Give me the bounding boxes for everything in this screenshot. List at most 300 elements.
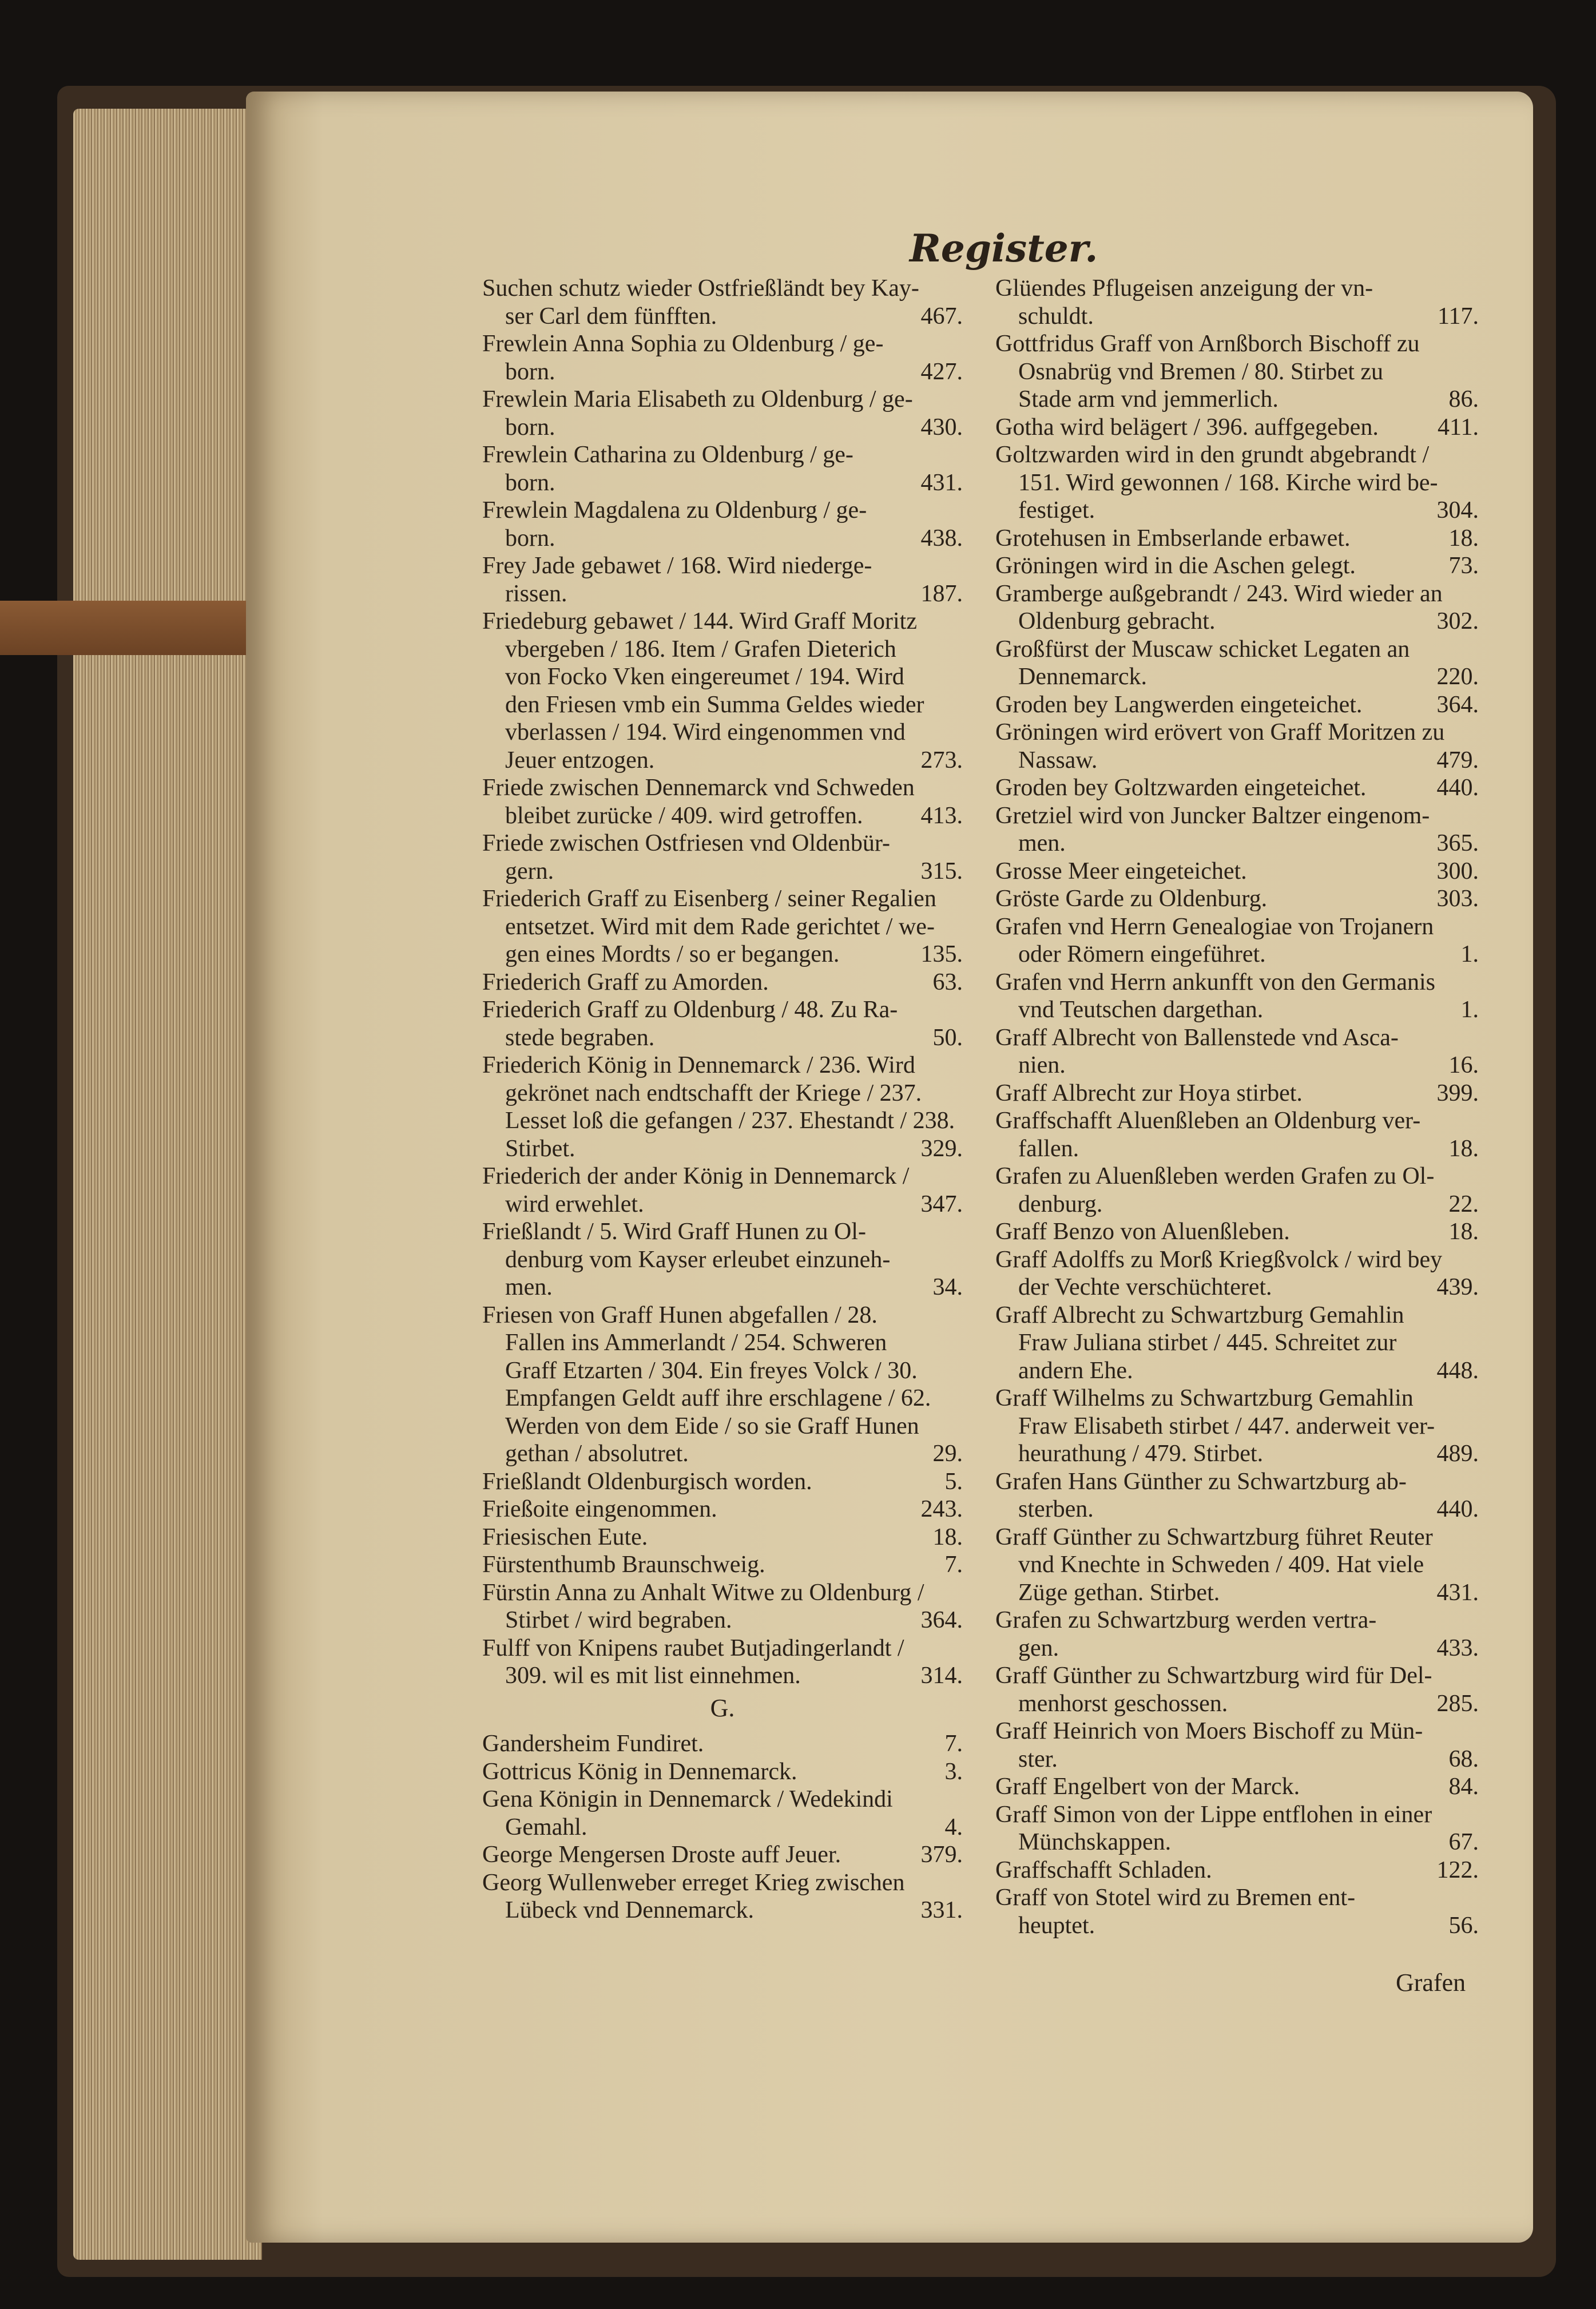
entry-text: nien.: [1018, 1052, 1066, 1078]
entry-text: fallen.: [1018, 1135, 1079, 1162]
entry-line: [482, 1662, 963, 1690]
entry-line: [482, 885, 963, 913]
entry-line: [482, 1329, 963, 1357]
index-entry: [482, 552, 963, 608]
index-entry: [995, 1801, 1479, 1856]
entry-text: Graff Albrecht von Ballenstede vnd Asca-: [995, 1024, 1399, 1051]
entry-text: Frewlein Maria Elisabeth zu Oldenburg / ge-: [482, 386, 913, 412]
entry-page-number: 427.: [920, 358, 963, 385]
index-entry: [995, 1468, 1479, 1524]
entry-line: [482, 525, 963, 553]
entry-text: Graff Albrecht zur Hoya stirbet.: [995, 1080, 1303, 1106]
index-entry: [995, 719, 1479, 774]
entry-line: [482, 1579, 963, 1607]
entry-text: Friede zwischen Ostfriesen vnd Oldenbür-: [482, 830, 890, 856]
entry-page-number: 439.: [1436, 1274, 1479, 1300]
page-edges: [73, 109, 262, 2260]
entry-line: [482, 608, 963, 636]
entry-line: [995, 1163, 1479, 1191]
entry-line: [995, 552, 1479, 580]
entry-text: born.: [505, 525, 555, 552]
entry-page-number: 73.: [1448, 553, 1479, 579]
entry-page-number: 7.: [944, 1731, 963, 1757]
index-entry: [995, 1163, 1479, 1218]
entry-text: heuptet.: [1018, 1912, 1095, 1939]
index-entry: [995, 636, 1479, 691]
entry-text: ster.: [1018, 1745, 1058, 1772]
entry-line: [482, 1897, 963, 1925]
entry-line: [482, 1495, 963, 1524]
entry-text: Großfürst der Muscaw schicket Legaten an: [995, 636, 1410, 662]
entry-page-number: 433.: [1436, 1634, 1479, 1661]
entry-page-number: 315.: [920, 858, 963, 884]
entry-text: Graff Engelbert von der Marck.: [995, 1774, 1300, 1800]
index-entry: [482, 1634, 963, 1690]
index-entry: [482, 1579, 963, 1634]
entry-page-number: 479.: [1436, 747, 1479, 773]
entry-line: [995, 858, 1479, 886]
entry-text: Grafen Hans Günther zu Schwartzburg ab-: [995, 1468, 1407, 1495]
entry-text: Grafen zu Schwartzburg werden vertra-: [995, 1607, 1377, 1633]
entry-text: Graff Günther zu Schwartzburg wird für Del-: [995, 1663, 1432, 1689]
entry-page-number: 18.: [932, 1524, 963, 1550]
entry-text: Fürstin Anna zu Anhalt Witwe zu Oldenburg /: [482, 1579, 924, 1606]
entry-line: [482, 1551, 963, 1579]
index-entry: [482, 275, 963, 330]
entry-line: [995, 1524, 1479, 1552]
entry-text: Gretziel wird von Juncker Baltzer eingenom-: [995, 802, 1430, 829]
entry-text: Graff Günther zu Schwartzburg führet Reuter: [995, 1524, 1433, 1550]
index-entry: [482, 1218, 963, 1302]
entry-text: gen eines Mordts / so er begangen.: [505, 941, 840, 967]
index-entry: [995, 802, 1479, 858]
entry-page-number: 329.: [920, 1135, 963, 1162]
index-entry: [995, 441, 1479, 525]
index-entry: [995, 1662, 1479, 1717]
entry-text: Gröste Garde zu Oldenburg.: [995, 886, 1268, 912]
entry-page-number: 220.: [1436, 664, 1479, 690]
index-entry: [482, 1841, 963, 1869]
entry-line: [995, 1717, 1479, 1745]
index-entry: [995, 330, 1479, 414]
index-entry: [995, 691, 1479, 719]
page-header: Register.: [910, 226, 1098, 271]
entry-line: [995, 358, 1479, 386]
entry-text: Goltzwarden wird in den grundt abgebrandt /: [995, 442, 1430, 468]
entry-page-number: 18.: [1448, 525, 1479, 552]
entry-line: [482, 719, 963, 747]
index-entry: [995, 1606, 1479, 1662]
entry-line: [482, 913, 963, 941]
entry-line: [482, 469, 963, 497]
entry-page-number: 438.: [920, 525, 963, 552]
entry-line: [995, 1246, 1479, 1274]
entry-line: [995, 1662, 1479, 1690]
entry-line: [482, 358, 963, 386]
entry-line: [995, 996, 1479, 1024]
entry-page-number: 187.: [920, 580, 963, 607]
entry-page-number: 379.: [920, 1842, 963, 1868]
entry-text: Friederich König in Dennemarck / 236. Wird: [482, 1052, 915, 1078]
index-entry: [482, 1052, 963, 1163]
entry-page-number: 364.: [920, 1607, 963, 1633]
entry-text: Friederich der ander König in Dennemarck /: [482, 1163, 910, 1189]
entry-line: [482, 941, 963, 969]
entry-text: Gandersheim Fundiret.: [482, 1731, 704, 1757]
entry-line: [482, 330, 963, 358]
entry-text: menhorst geschossen.: [1018, 1690, 1228, 1717]
entry-line: [995, 608, 1479, 636]
entry-line: [995, 441, 1479, 469]
entry-text: Friedeburg gebawet / 144. Wird Graff Moritz: [482, 608, 917, 634]
entry-page-number: 67.: [1448, 1829, 1479, 1855]
entry-text: Graff Adolffs zu Morß Kriegßvolck / wird bey: [995, 1246, 1443, 1273]
entry-text: Grafen zu Aluenßleben werden Grafen zu Ol-: [995, 1163, 1435, 1189]
entry-text: Frewlein Anna Sophia zu Oldenburg / ge-: [482, 331, 884, 357]
entry-line: [995, 1773, 1479, 1801]
entry-line: [995, 1634, 1479, 1663]
entry-text: Graffschafft Aluenßleben an Oldenburg ver-: [995, 1108, 1421, 1134]
entry-line: [995, 969, 1479, 997]
entry-page-number: 300.: [1436, 858, 1479, 884]
entry-page-number: 304.: [1436, 497, 1479, 523]
entry-page-number: 285.: [1436, 1690, 1479, 1717]
index-entry: [995, 913, 1479, 969]
entry-page-number: 56.: [1448, 1912, 1479, 1939]
entry-page-number: 34.: [932, 1274, 963, 1300]
entry-line: [482, 1440, 963, 1468]
entry-text: Graff Etzarten / 304. Ein freyes Volck / 30.: [505, 1357, 918, 1384]
entry-text: Glüendes Pflugeisen anzeigung der vn-: [995, 275, 1373, 301]
entry-text: Frey Jade gebawet / 168. Wird niederge-: [482, 553, 872, 579]
entry-text: Grafen vnd Herrn Genealogiae von Trojanern: [995, 913, 1434, 940]
entry-text: Frießlandt Oldenburgisch worden.: [482, 1468, 812, 1495]
entry-text: heurathung / 479. Stirbet.: [1018, 1441, 1264, 1467]
entry-text: wird erwehlet.: [505, 1191, 644, 1217]
entry-line: [995, 719, 1479, 747]
entry-line: [482, 1758, 963, 1786]
entry-line: [995, 525, 1479, 553]
entry-line: [995, 885, 1479, 913]
entry-text: Grotehusen in Embserlande erbawet.: [995, 525, 1351, 552]
entry-page-number: 467.: [920, 303, 963, 330]
entry-line: [995, 330, 1479, 358]
index-entry: [995, 1024, 1479, 1080]
entry-text: Friederich Graff zu Eisenberg / seiner Regalien: [482, 886, 936, 912]
entry-line: [995, 1218, 1479, 1246]
entry-page-number: 489.: [1436, 1441, 1479, 1467]
index-entry: [482, 441, 963, 497]
index-entry: [482, 996, 963, 1052]
index-entry: [995, 774, 1479, 802]
entry-text: vberlassen / 194. Wird eingenommen vnd: [505, 719, 906, 745]
index-entry: [482, 969, 963, 997]
index-entry: [995, 1384, 1479, 1468]
entry-line: [995, 303, 1479, 331]
entry-text: Graffschafft Schladen.: [995, 1856, 1212, 1883]
index-entry: [995, 580, 1479, 636]
entry-text: born.: [505, 414, 555, 441]
entry-line: [995, 1329, 1479, 1357]
entry-line: [995, 1302, 1479, 1330]
entry-page-number: 430.: [920, 414, 963, 441]
index-entry: [995, 1884, 1479, 1939]
entry-text: men.: [1018, 830, 1066, 856]
entry-line: [482, 691, 963, 719]
entry-page-number: 3.: [944, 1758, 963, 1785]
entry-page-number: 117.: [1438, 303, 1479, 330]
index-entry: [482, 1551, 963, 1579]
entry-page-number: 440.: [1436, 1496, 1479, 1522]
entry-line: [482, 1302, 963, 1330]
entry-text: Suchen schutz wieder Ostfrießländt bey Kay-: [482, 275, 919, 301]
entry-line: [482, 1024, 963, 1052]
entry-text: vnd Knechte in Schweden / 409. Hat viele: [1018, 1552, 1424, 1578]
entry-text: Münchskappen.: [1018, 1829, 1172, 1855]
entry-text: Züge gethan. Stirbet.: [1018, 1579, 1220, 1606]
entry-page-number: 22.: [1448, 1191, 1479, 1217]
entry-text: Graff Simon von der Lippe entflohen in einer: [995, 1801, 1432, 1828]
index-entry: [482, 885, 963, 969]
entry-line: [482, 1814, 963, 1842]
entry-text: vnd Teutschen dargethan.: [1018, 997, 1264, 1023]
entry-line: [995, 830, 1479, 858]
index-entry: [995, 1218, 1479, 1246]
entry-line: [995, 1579, 1479, 1607]
entry-page-number: 440.: [1436, 775, 1479, 801]
index-entry: [482, 1730, 963, 1758]
entry-page-number: 63.: [932, 969, 963, 995]
letter-heading: G.: [710, 1693, 735, 1722]
entry-line: [482, 802, 963, 830]
entry-text: Grosse Meer eingeteichet.: [995, 858, 1247, 884]
index-entry: [482, 1758, 963, 1786]
index-entry: [482, 1786, 963, 1841]
entry-text: stede begraben.: [505, 1024, 655, 1051]
entry-text: gethan / absolutret.: [505, 1441, 689, 1467]
entry-text: Frießlandt / 5. Wird Graff Hunen zu Ol-: [482, 1219, 866, 1245]
entry-page-number: 16.: [1448, 1052, 1479, 1078]
entry-text: Lübeck vnd Dennemarck.: [505, 1897, 754, 1923]
entry-line: [482, 303, 963, 331]
entry-line: [995, 774, 1479, 802]
entry-line: [995, 1135, 1479, 1163]
entry-text: Oldenburg gebracht.: [1018, 608, 1216, 634]
entry-text: Fraw Juliana stirbet / 445. Schreitet zur: [1018, 1330, 1397, 1356]
entry-line: [482, 386, 963, 414]
index-entry: [995, 969, 1479, 1024]
index-entry: [995, 1246, 1479, 1302]
entry-page-number: 314.: [920, 1663, 963, 1689]
entry-line: [995, 1690, 1479, 1718]
entry-line: [482, 414, 963, 442]
entry-line: [995, 913, 1479, 941]
entry-line: [995, 1468, 1479, 1496]
entry-text: schuldt.: [1018, 303, 1094, 330]
entry-text: Fulff von Knipens raubet Butjadingerlandt /: [482, 1634, 904, 1661]
index-entry: [482, 1495, 963, 1524]
entry-line: [995, 1384, 1479, 1413]
index-entry: [995, 885, 1479, 913]
entry-text: Lesset loß die gefangen / 237. Ehestandt / 238.: [505, 1108, 955, 1134]
entry-line: [482, 1163, 963, 1191]
entry-page-number: 1.: [1460, 997, 1479, 1023]
entry-text: born.: [505, 358, 555, 385]
entry-text: der Vechte verschüchteret.: [1018, 1274, 1272, 1300]
entry-page-number: 18.: [1448, 1219, 1479, 1245]
entry-line: [482, 1107, 963, 1135]
index-entry: [995, 1107, 1479, 1163]
entry-line: [482, 275, 963, 303]
index-entry: [482, 774, 963, 830]
entry-text: Graff Wilhelms zu Schwartzburg Gemahlin: [995, 1385, 1414, 1411]
entry-line: [995, 1551, 1479, 1579]
entry-line: [995, 1884, 1479, 1912]
entry-text: Graff Heinrich von Moers Bischoff zu Mün-: [995, 1718, 1423, 1744]
entry-line: [482, 1730, 963, 1758]
index-column-left: [482, 275, 963, 1925]
entry-line: [995, 497, 1479, 525]
entry-text: Gottfridus Graff von Arnßborch Bischoff zu: [995, 331, 1420, 357]
entry-page-number: 413.: [920, 802, 963, 829]
entry-line: [482, 636, 963, 664]
entry-text: Gottricus König in Dennemarck.: [482, 1758, 797, 1785]
entry-line: [995, 580, 1479, 608]
entry-line: [482, 1357, 963, 1385]
entry-page-number: 4.: [944, 1814, 963, 1840]
entry-line: [482, 552, 963, 580]
entry-line: [995, 1052, 1479, 1080]
entry-text: entsetzet. Wird mit dem Rade gerichtet / we-: [505, 913, 935, 940]
entry-line: [482, 858, 963, 886]
entry-text: den Friesen vmb ein Summa Geldes wieder: [505, 691, 924, 718]
index-entry: [995, 552, 1479, 580]
index-entry: [995, 414, 1479, 442]
index-entry: [482, 1869, 963, 1925]
entry-line: [995, 1606, 1479, 1634]
entry-line: [482, 1468, 963, 1496]
entry-page-number: 1.: [1460, 941, 1479, 967]
entry-line: [995, 663, 1479, 691]
entry-line: [995, 1080, 1479, 1108]
entry-text: Gröningen wird in die Aschen gelegt.: [995, 553, 1356, 579]
entry-text: Gemahl.: [505, 1814, 587, 1840]
entry-line: [995, 691, 1479, 719]
entry-text: ser Carl dem fünfften.: [505, 303, 717, 330]
entry-line: [995, 1024, 1479, 1052]
entry-text: 151. Wird gewonnen / 168. Kirche wird be-: [1018, 469, 1438, 496]
entry-text: Osnabrüg vnd Bremen / 80. Stirbet zu: [1018, 358, 1384, 385]
entry-text: Frießoite eingenommen.: [482, 1496, 717, 1522]
entry-text: Dennemarck.: [1018, 664, 1148, 690]
entry-text: Jeuer entzogen.: [505, 747, 655, 773]
entry-page-number: 84.: [1448, 1774, 1479, 1800]
entry-line: [482, 1786, 963, 1814]
entry-text: Frewlein Magdalena zu Oldenburg / ge-: [482, 497, 867, 523]
entry-line: [995, 1745, 1479, 1774]
entry-page-number: 7.: [944, 1552, 963, 1578]
entry-text: Empfangen Geldt auff ihre erschlagene / 62.: [505, 1385, 931, 1411]
entry-page-number: 18.: [1448, 1135, 1479, 1162]
entry-line: [482, 1413, 963, 1441]
entry-text: Graff von Stotel wird zu Bremen ent-: [995, 1885, 1356, 1911]
entry-page-number: 50.: [932, 1024, 963, 1051]
entry-text: 309. wil es mit list einnehmen.: [505, 1663, 801, 1689]
index-entry: [995, 1717, 1479, 1773]
entry-text: Friederich Graff zu Amorden.: [482, 969, 769, 995]
entry-text: Werden von dem Eide / so sie Graff Hunen: [505, 1413, 919, 1439]
entry-line: [995, 1107, 1479, 1135]
index-entry: [482, 1468, 963, 1496]
entry-text: gern.: [505, 858, 554, 884]
entry-text: bleibet zurücke / 409. wird getroffen.: [505, 802, 863, 829]
index-entry: [995, 1856, 1479, 1885]
index-entry: [995, 858, 1479, 886]
index-entry: [995, 1773, 1479, 1801]
entry-line: [995, 275, 1479, 303]
entry-text: Graff Benzo von Aluenßleben.: [995, 1219, 1290, 1245]
index-entry: [482, 1302, 963, 1468]
entry-line: [482, 497, 963, 525]
entry-text: von Focko Vken eingereumet / 194. Wird: [505, 664, 904, 690]
entry-line: [482, 441, 963, 469]
entry-text: Gena Königin in Dennemarck / Wedekindi: [482, 1786, 893, 1812]
entry-line: [995, 941, 1479, 969]
entry-line: [482, 996, 963, 1024]
entry-line: [482, 1869, 963, 1897]
entry-text: Fürstenthumb Braunschweig.: [482, 1552, 765, 1578]
entry-text: vbergeben / 186. Item / Grafen Dieterich: [505, 636, 896, 662]
entry-line: [482, 1080, 963, 1108]
entry-line: [482, 830, 963, 858]
entry-text: born.: [505, 469, 555, 496]
entry-line: [995, 747, 1479, 775]
entry-text: andern Ehe.: [1018, 1357, 1133, 1384]
catchword: Grafen: [1396, 1969, 1466, 1997]
entry-line: [482, 969, 963, 997]
entry-line: [995, 636, 1479, 664]
entry-line: [995, 1828, 1479, 1856]
entry-page-number: 331.: [920, 1897, 963, 1923]
entry-line: [482, 747, 963, 775]
entry-page-number: 431.: [920, 469, 963, 496]
entry-page-number: 68.: [1448, 1745, 1479, 1772]
entry-text: gen.: [1018, 1634, 1059, 1661]
entry-line: [482, 1634, 963, 1663]
entry-line: [482, 1524, 963, 1552]
entry-line: [995, 1440, 1479, 1468]
entry-page-number: 135.: [920, 941, 963, 967]
entry-line: [995, 1912, 1479, 1940]
entry-line: [482, 1384, 963, 1413]
entry-line: [995, 1357, 1479, 1385]
entry-page-number: 448.: [1436, 1357, 1479, 1384]
entry-line: [482, 1218, 963, 1246]
entry-line: [482, 774, 963, 802]
entry-line: [482, 580, 963, 608]
entry-text: Fallen ins Ammerlandt / 254. Schweren: [505, 1330, 887, 1356]
entry-page-number: 303.: [1436, 886, 1479, 912]
entry-line: [995, 1191, 1479, 1219]
entry-line: [482, 663, 963, 691]
index-entry: [995, 1080, 1479, 1108]
entry-text: Friesen von Graff Hunen abgefallen / 28.: [482, 1302, 878, 1328]
entry-page-number: 29.: [932, 1441, 963, 1467]
entry-text: denburg vom Kayser erleubet einzuneh-: [505, 1246, 891, 1273]
entry-line: [482, 1606, 963, 1634]
index-entry: [482, 1524, 963, 1552]
entry-text: Fraw Elisabeth stirbet / 447. anderweit ver-: [1018, 1413, 1435, 1439]
